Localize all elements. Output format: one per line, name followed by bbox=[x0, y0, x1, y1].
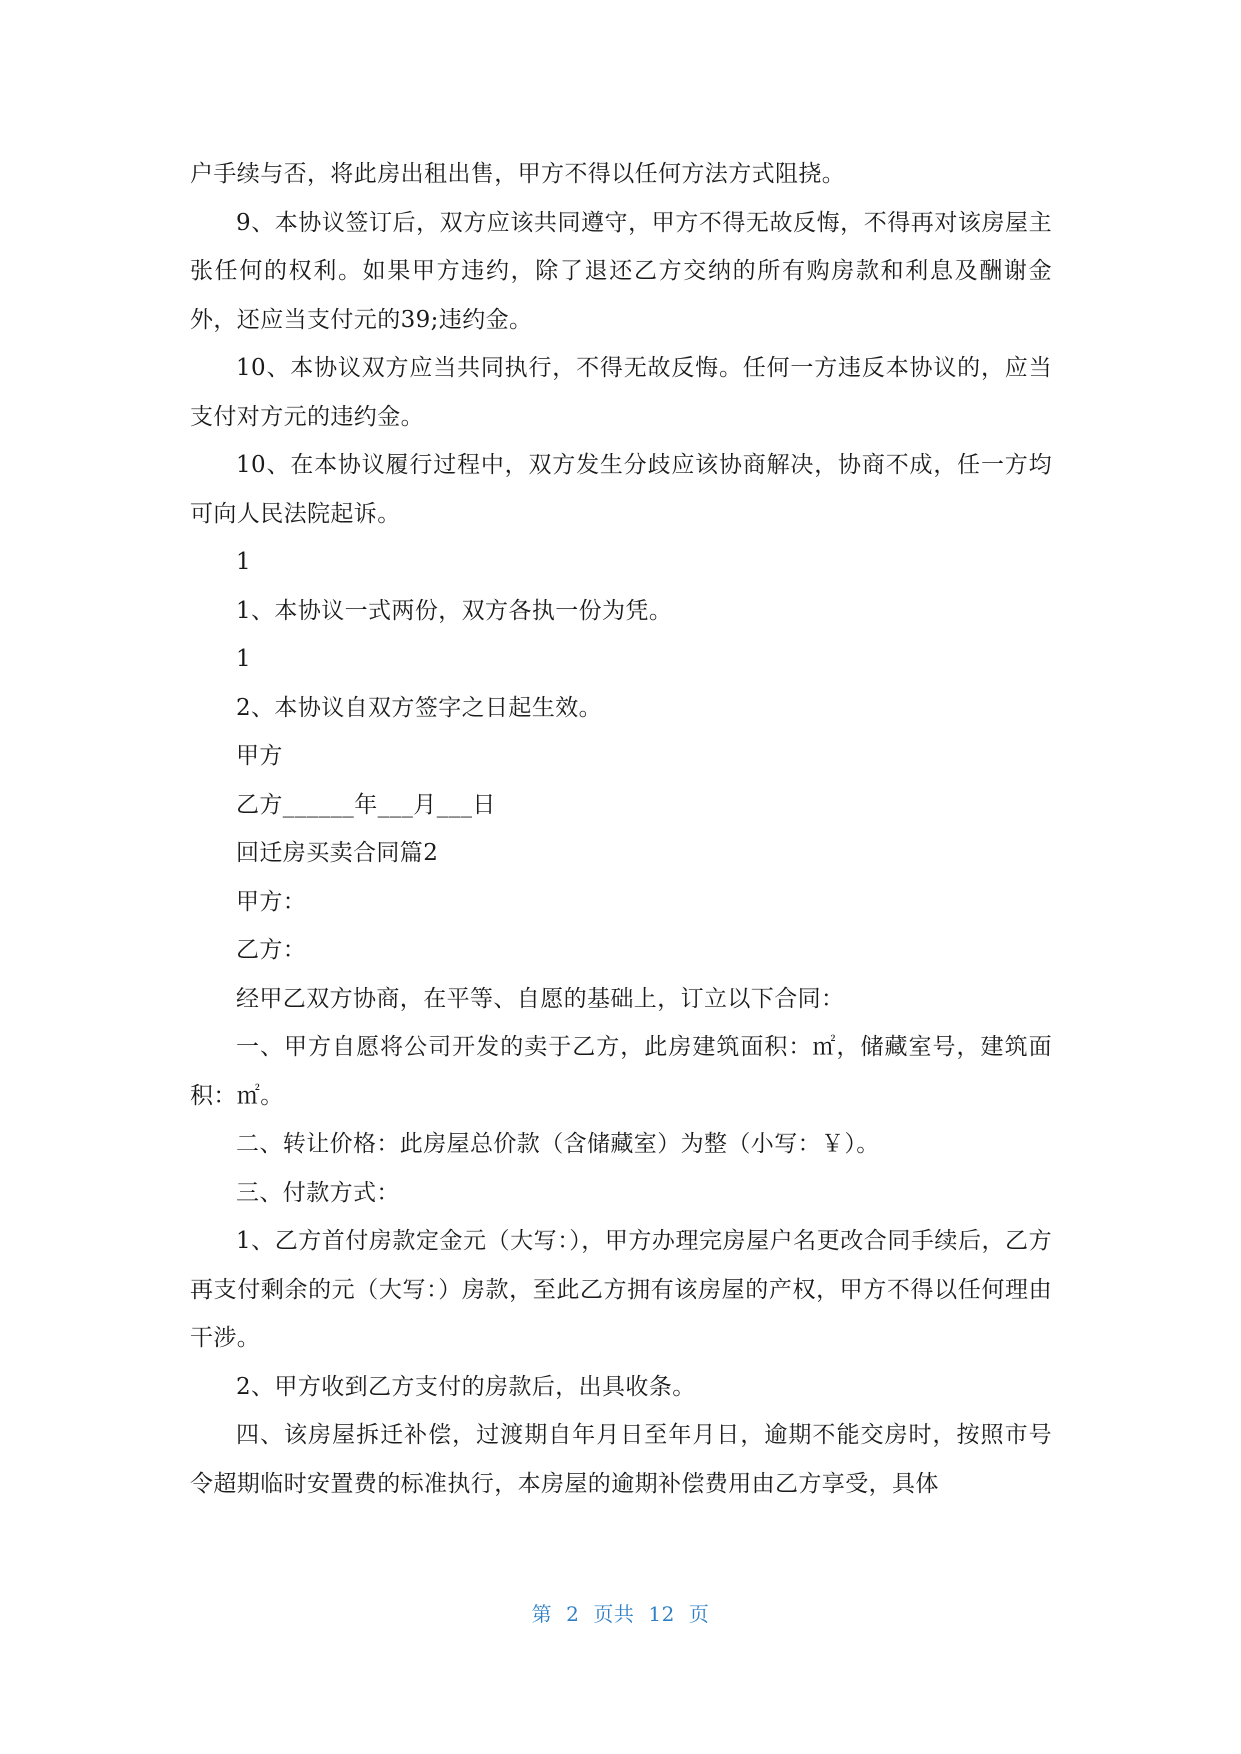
paragraph: 2、本协议自双方签字之日起生效。 bbox=[236, 694, 603, 721]
paragraph: 2、甲方收到乙方支付的房款后，出具收条。 bbox=[236, 1373, 696, 1400]
paragraph: 四、该房屋拆迁补偿，过渡期自年月日至年月日，逾期不能交房时，按照市号令超期临时安置费的标准执行，本房屋的逾期补偿费用由乙方享受，具体 bbox=[190, 1422, 1052, 1497]
paragraph: 一、甲方自愿将公司开发的卖于乙方，此房建筑面积：㎡，储藏室号，建筑面积：㎡。 bbox=[190, 1034, 1052, 1109]
document-body bbox=[190, 150, 1052, 1508]
paragraph: 10、本协议双方应当共同执行，不得无故反悔。任何一方违反本协议的，应当支付对方元的违约金。 bbox=[190, 355, 1052, 430]
page-footer bbox=[0, 1598, 1241, 1627]
footer-label-page: 第 bbox=[531, 1602, 553, 1626]
signature-line-party-b-date: 乙方______年___月___日 bbox=[236, 791, 496, 818]
signature-line-party-a: 甲方 bbox=[236, 743, 283, 769]
paragraph: 10、在本协议履行过程中，双方发生分歧应该协商解决，协商不成，任一方均可向人民法院起诉。 bbox=[190, 452, 1052, 527]
footer-label-mid: 页共 bbox=[593, 1602, 635, 1626]
paragraph: 1 bbox=[236, 549, 252, 575]
footer-total-pages: 12 bbox=[648, 1602, 675, 1626]
party-b-label: 乙方： bbox=[236, 937, 307, 963]
footer-current-page: 2 bbox=[566, 1602, 580, 1626]
paragraph: 经甲乙双方协商，在平等、自愿的基础上，订立以下合同： bbox=[236, 985, 845, 1012]
paragraph: 三、付款方式： bbox=[236, 1179, 400, 1206]
paragraph: 户手续与否，将此房出租出售，甲方不得以任何方法方式阻挠。 bbox=[190, 161, 846, 187]
footer-label-end: 页 bbox=[688, 1602, 710, 1626]
section-title: 回迁房买卖合同篇2 bbox=[236, 840, 439, 866]
paragraph: 1 bbox=[236, 646, 252, 672]
paragraph: 1、乙方首付房款定金元（大写：），甲方办理完房屋户名更改合同手续后，乙方再支付剩余的元（大写：）房款，至此乙方拥有该房屋的产权，甲方不得以任何理由干涉。 bbox=[190, 1228, 1052, 1351]
paragraph: 二、转让价格：此房屋总价款（含储藏室）为整（小写：￥）。 bbox=[236, 1131, 880, 1157]
party-a-label: 甲方： bbox=[236, 888, 307, 915]
paragraph: 9、本协议签订后，双方应该共同遵守，甲方不得无故反悔，不得再对该房屋主张任何的权利。如果甲方违约，除了退还乙方交纳的所有购房款和利息及酬谢金外，还应当支付元的39;违约金。 bbox=[190, 209, 1052, 333]
paragraph: 1、本协议一式两份，双方各执一份为凭。 bbox=[236, 597, 673, 624]
